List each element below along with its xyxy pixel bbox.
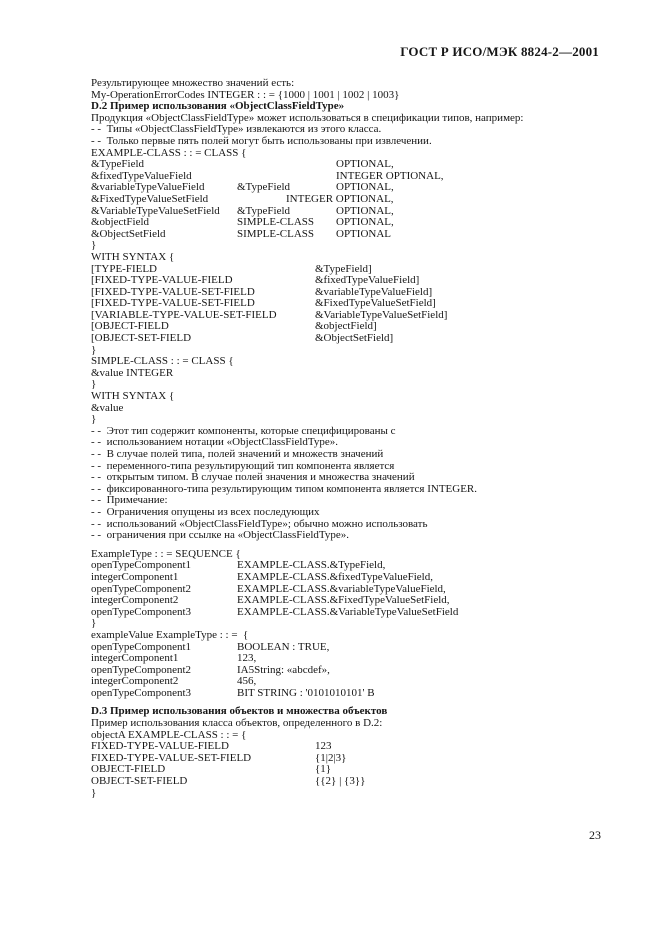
class-field-row: &ObjectSetField SIMPLE-CLASS OPTIONAL: [91, 227, 391, 240]
code-line: }: [91, 413, 97, 426]
code-line: &value INTEGER: [91, 366, 174, 379]
code-line: WITH SYNTAX {: [91, 250, 175, 263]
comment-line: - - Только первые пять полей могут быть использованы при извлечении.: [91, 134, 432, 147]
code-line: EXAMPLE-CLASS : : = CLASS {: [91, 146, 247, 159]
example-type-row: integerComponent2 EXAMPLE-CLASS.&FixedTypeValueSetField,: [91, 594, 450, 607]
example-value-row: integerComponent2 456,: [91, 675, 257, 688]
text-line: Пример использования класса объектов, определенного в D.2:: [91, 717, 383, 730]
syntax-row: [OBJECT-SET-FIELD &ObjectSetField]: [91, 332, 394, 345]
syntax-row: [FIXED-TYPE-VALUE-SET-FIELD &variableTypeValueField]: [91, 285, 433, 298]
section-heading-d3: D.3 Пример использования объектов и множества объектов: [91, 705, 388, 718]
example-type-row: openTypeComponent3 EXAMPLE-CLASS.&VariableTypeValueSetField: [91, 605, 459, 618]
syntax-row: [OBJECT-FIELD &objectField]: [91, 320, 377, 333]
example-value-row: openTypeComponent3 BIT STRING : '0101010101' B: [91, 686, 375, 699]
comment-line: - - фиксированного-типа результирующим типом компонента является INTEGER.: [91, 482, 478, 495]
code-line: &value: [91, 401, 124, 414]
comment-line: - - Примечание:: [91, 494, 168, 507]
class-field-row: &VariableTypeValueSetField &TypeField OPTIONAL,: [91, 204, 394, 217]
code-line: }: [91, 239, 97, 252]
page-number: 23: [589, 828, 601, 842]
comment-line: - - использованием нотации «ObjectClassFieldType».: [91, 436, 339, 449]
example-type-row: integerComponent1 EXAMPLE-CLASS.&fixedTypeValueField,: [91, 570, 433, 583]
code-line: }: [91, 786, 97, 799]
text-line: My-OperationErrorCodes INTEGER : : = {1000 | 1001 | 1002 | 1003}: [91, 88, 400, 101]
main-content: [91, 78, 621, 799]
comment-line: - - В случае полей типа, полей значений и множеств значений: [91, 448, 384, 460]
class-field-row: &TypeField OPTIONAL,: [91, 158, 394, 171]
comment-line: - - открытым типом. В случае полей значения и множества значений: [91, 471, 415, 484]
class-field-row: &variableTypeValueField &TypeField OPTIONAL,: [91, 181, 394, 194]
syntax-row: [FIXED-TYPE-VALUE-FIELD &fixedTypeValueField]: [91, 274, 420, 287]
object-field-row: OBJECT-SET-FIELD {{2} | {3}}: [91, 775, 366, 788]
section-heading-d2: D.2 Пример использования «ObjectClassFieldType»: [91, 100, 345, 113]
example-value-row: openTypeComponent2 IA5String: «abcdef»,: [91, 663, 330, 676]
class-field-row: &FixedTypeValueSetField INTEGER OPTIONAL,: [91, 192, 394, 205]
code-line: }: [91, 617, 97, 630]
example-value-row: integerComponent1 123,: [91, 652, 257, 665]
object-field-row: FIXED-TYPE-VALUE-SET-FIELD {1|2|3}: [91, 751, 347, 764]
code-line: WITH SYNTAX {: [91, 390, 175, 403]
object-field-row: FIXED-TYPE-VALUE-FIELD 123: [91, 740, 332, 753]
code-line: }: [91, 378, 97, 391]
code-line: objectA EXAMPLE-CLASS : : = {: [91, 728, 247, 741]
comment-line: - - Типы «ObjectClassFieldType» извлекаются из этого класса.: [91, 123, 382, 136]
example-type-row: openTypeComponent2 EXAMPLE-CLASS.&variableTypeValueField,: [91, 582, 446, 595]
text-line: Продукция «ObjectClassFieldType» может использоваться в спецификации типов, например:: [91, 111, 524, 124]
object-field-row: OBJECT-FIELD {1}: [91, 763, 332, 776]
comment-line: - - Ограничения опущены из всех последующих: [91, 505, 320, 518]
code-line: SIMPLE-CLASS : : = CLASS {: [91, 355, 234, 368]
class-field-row: &objectField SIMPLE-CLASS OPTIONAL,: [91, 216, 394, 229]
comment-line: - - использований «ObjectClassFieldType»; обычно можно использовать: [91, 517, 428, 530]
syntax-row: [FIXED-TYPE-VALUE-SET-FIELD &FixedTypeValueSetField]: [91, 297, 436, 310]
example-value-row: openTypeComponent1 BOOLEAN : TRUE,: [91, 640, 330, 653]
comment-line: - - ограничения при ссылке на «ObjectClassFieldType».: [91, 529, 349, 542]
comment-line: - - Этот тип содержит компоненты, которые специфицированы с: [91, 424, 396, 437]
comment-line: - - переменного-типа результирующий тип компонента является: [91, 459, 395, 472]
class-field-row: &fixedTypeValueField INTEGER OPTIONAL,: [91, 169, 444, 182]
code-line: ExampleType : : = SEQUENCE {: [91, 547, 241, 560]
code-line: }: [91, 343, 97, 356]
code-line: exampleValue ExampleType : : = {: [91, 628, 249, 641]
text-line: Результирующее множество значений есть:: [91, 77, 295, 89]
example-type-row: openTypeComponent1 EXAMPLE-CLASS.&TypeField,: [91, 559, 386, 572]
syntax-row: [VARIABLE-TYPE-VALUE-SET-FIELD &VariableTypeValueSetField]: [91, 308, 448, 321]
standard-header: ГОСТ Р ИСО/МЭК 8824-2—2001: [400, 44, 599, 59]
syntax-row: [TYPE-FIELD &TypeField]: [91, 262, 372, 275]
